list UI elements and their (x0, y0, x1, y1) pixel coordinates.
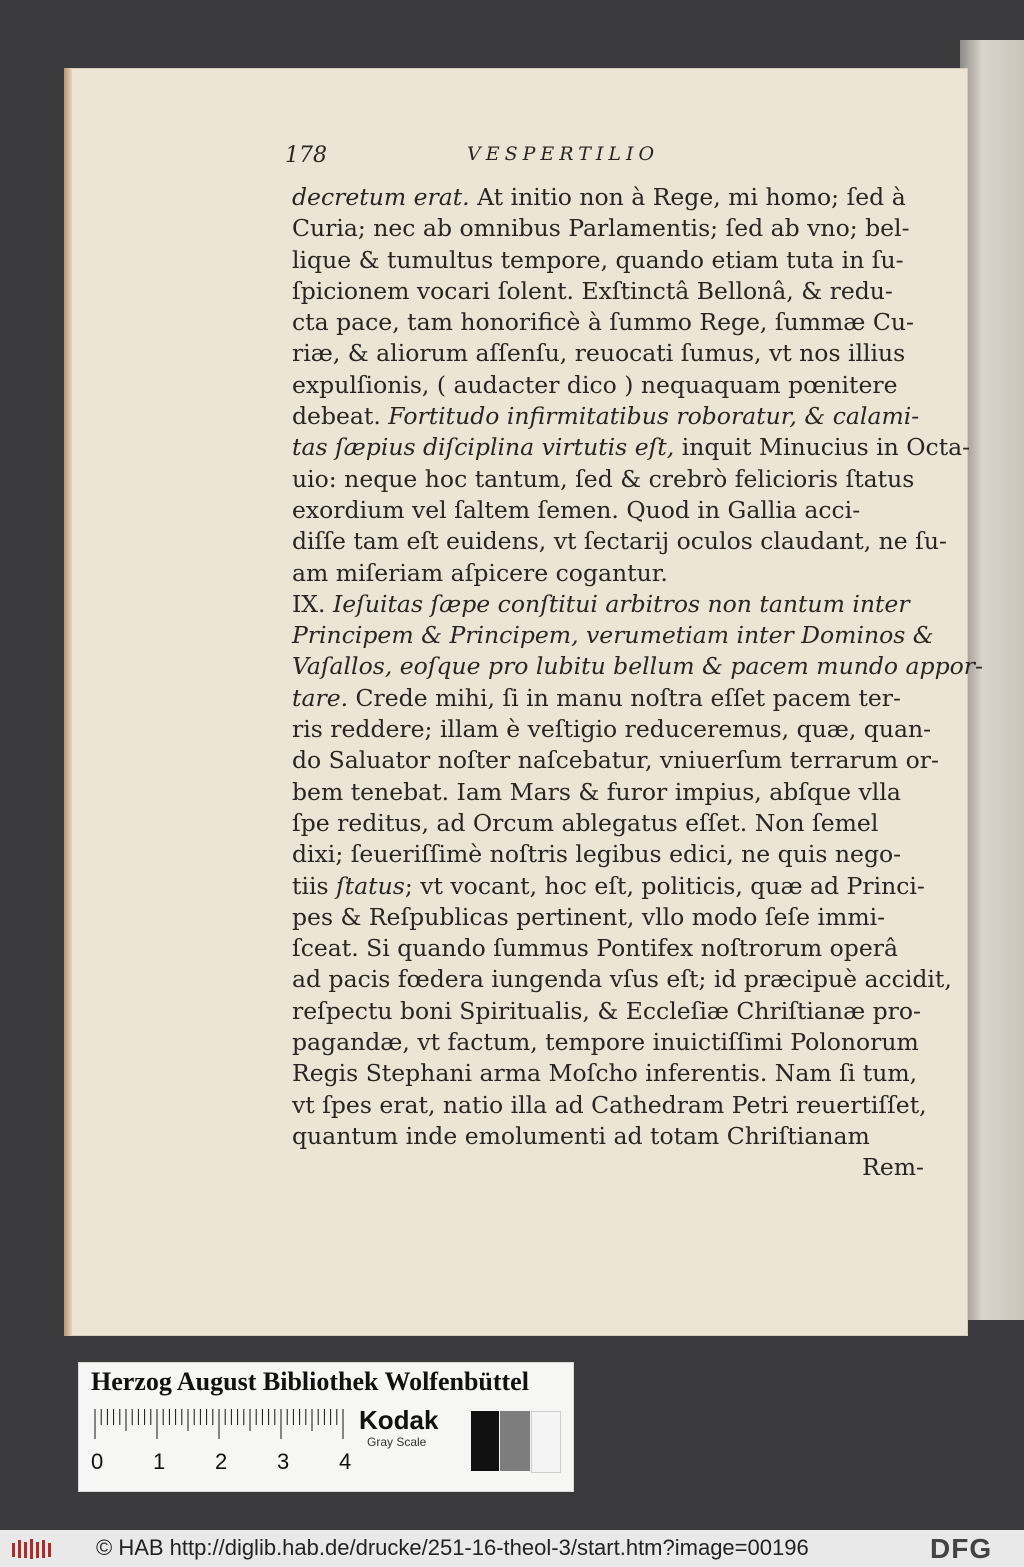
text-segment: riæ, & aliorum aſſenſu, reuocati ſumus, vt nos illius (292, 339, 906, 368)
text-line (292, 745, 939, 776)
text-line (292, 871, 924, 902)
text-line (292, 307, 924, 338)
dfg-logo: DFG (930, 1533, 993, 1564)
gray-swatch-black (471, 1411, 499, 1471)
text-segment: inquit Minucius in Octa- (674, 433, 971, 462)
ruler-number: 1 (153, 1449, 166, 1474)
library-title: Herzog August Bibliothek Wolfenbüttel (91, 1367, 529, 1396)
text-line (292, 276, 924, 307)
footer-url: © HAB http://diglib.hab.de/drucke/251-16-theol-3/start.htm?image=00196 (96, 1535, 809, 1560)
ruler-number: 4 (339, 1449, 352, 1474)
text-segment: bem tenebat. Iam Mars & furor impius, abſque vlla (292, 777, 901, 806)
text-segment: do Saluator noſter naſcebatur, vniuerſum terrarum or- (292, 746, 939, 775)
text-line (292, 714, 932, 745)
text-segment: Fortitudo infirmitatibus roboratur, & calami- (388, 402, 920, 431)
page-number: 178 (285, 143, 327, 168)
text-segment: pagandæ, vt factum, tempore inuictiſſimi Polonorum (292, 1028, 919, 1057)
body-text (292, 182, 983, 1184)
ruler-numbers (91, 1449, 361, 1477)
text-line (292, 996, 924, 1027)
text-segment: vt ſpes erat, natio illa ad Cathedram Petri reuertiſſet, (292, 1090, 927, 1119)
text-segment: expulſionis, ( audacter dico ) nequaquam pœnitere (292, 370, 898, 399)
text-line (292, 933, 924, 964)
text-segment: decretum erat. (292, 183, 470, 211)
ruler-icon (91, 1407, 351, 1441)
text-segment: Rem- (862, 1153, 924, 1182)
text-line (292, 432, 971, 463)
text-segment: uio: neque hoc tantum, ſed & crebrò felicioris ſtatus (292, 464, 915, 493)
text-segment: quantum inde emolumenti ad totam Chriſtianam (292, 1121, 870, 1150)
text-segment: tiis (292, 871, 337, 900)
text-line (292, 1058, 924, 1089)
text-line (292, 964, 952, 995)
gray-scale-label: Gray Scale (367, 1435, 427, 1449)
text-segment: diſſe tam eſt euidens, vt ſectarij oculos claudant, ne ſu- (292, 527, 947, 556)
text-line (292, 620, 934, 651)
text-segment: ris reddere; illam è veſtigio reduceremus, quæ, quan- (292, 715, 932, 744)
text-segment: Vaſallos, eoſque pro lubitu bellum & pacem mundo appor- (292, 652, 983, 681)
text-segment: tas ſæpius diſciplina virtutis eſt, (292, 433, 675, 462)
text-segment: Curia; nec ab omnibus Parlamentis; ſed ab vno; bel- (292, 214, 910, 243)
text-line (292, 245, 924, 276)
text-segment: Ieſuitas ſæpe conſtitui arbitros non tantum inter (332, 589, 910, 618)
text-segment: Principem & Principem, verumetiam inter Dominos & (292, 621, 934, 650)
text-line (292, 401, 924, 432)
ruler-number: 0 (91, 1449, 104, 1474)
text-segment: pes & Reſpublicas pertinent, vllo modo ſeſe immi- (292, 902, 886, 931)
text-line (292, 1121, 924, 1152)
text-line (292, 777, 924, 808)
text-line (292, 1090, 927, 1121)
kodak-logo: Kodak (359, 1405, 439, 1435)
text-line (292, 464, 924, 495)
text-line (292, 839, 924, 870)
text-segment: am miſeriam aſpicere cogantur. (292, 558, 668, 587)
text-segment: At initio non à Rege, mi homo; ſed à (469, 183, 906, 211)
text-line (292, 182, 924, 213)
ruler-number: 3 (277, 1449, 290, 1474)
text-segment: ſceat. Si quando ſummus Pontifex noſtrorum operâ (292, 934, 898, 963)
page-edge (64, 68, 72, 1336)
gray-swatch-mid (500, 1411, 530, 1471)
text-line (292, 1027, 924, 1058)
text-segment: IX. (292, 589, 333, 618)
text-line (292, 651, 983, 682)
text-line (292, 495, 924, 526)
text-line (292, 683, 924, 714)
gray-swatch-white (531, 1411, 561, 1473)
text-segment: exordium vel ſaltem ſemen. Quod in Gallia acci- (292, 495, 861, 524)
text-segment: reſpectu boni Spiritualis, & Eccleſiæ Chriſtianæ pro- (292, 996, 921, 1025)
text-line (292, 1152, 924, 1183)
text-segment: ſtatus (336, 871, 405, 900)
text-line (292, 526, 947, 557)
text-segment: tare. (292, 683, 349, 712)
text-line (292, 808, 924, 839)
library-card (78, 1362, 574, 1492)
text-segment: ad pacis fœdera iungenda vſus eſt; id præcipuè accidit, (292, 965, 952, 994)
text-segment: dixi; ſeueriſſimè noſtris legibus edici, ne quis nego- (292, 840, 902, 869)
text-segment: ; vt vocant, hoc eſt, politicis, quæ ad Princi- (404, 871, 925, 900)
running-title: VESPERTILIO (467, 143, 660, 165)
text-line (292, 902, 924, 933)
text-segment: Regis Stephani arma Moſcho inferentis. Nam ſi tum, (292, 1059, 918, 1088)
running-head (245, 143, 945, 175)
ruler-number: 2 (215, 1449, 228, 1474)
text-line (292, 370, 924, 401)
text-segment: Crede mihi, ſi in manu noſtra eſſet pacem ter- (348, 683, 901, 712)
text-segment: ſpicionem vocari ſolent. Exſtinctâ Bellonâ, & redu- (292, 276, 893, 305)
text-segment: ſpe reditus, ad Orcum ablegatus eſſet. Non ſemel (292, 808, 879, 837)
text-line (292, 589, 924, 620)
text-line (292, 338, 924, 369)
text-segment: debeat. (292, 402, 389, 431)
text-segment: lique & tumultus tempore, quando etiam tuta in ſu- (292, 245, 904, 274)
text-segment: cta pace, tam honorificè à ſummo Rege, ſummæ Cu- (292, 308, 914, 337)
text-line (292, 558, 924, 589)
hab-logo-icon (10, 1537, 56, 1561)
text-line (292, 213, 924, 244)
